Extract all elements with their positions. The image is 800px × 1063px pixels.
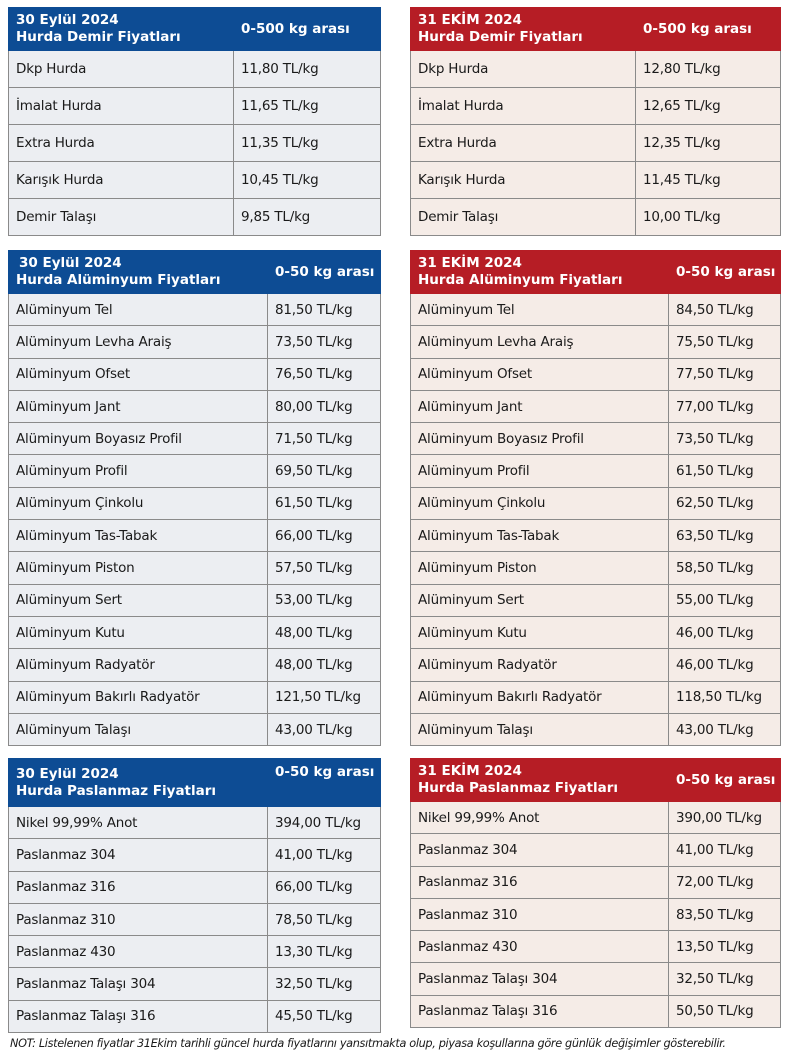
item-name: Alüminyum Piston xyxy=(9,552,268,584)
item-name: Alüminyum Piston xyxy=(411,552,669,584)
item-name: Paslanmaz 304 xyxy=(411,834,669,866)
table-title: Hurda Paslanmaz Fiyatları xyxy=(16,782,217,799)
table-row xyxy=(9,390,381,422)
table-header-row xyxy=(411,8,781,51)
item-price: 66,00 TL/kg xyxy=(268,520,381,552)
table-row xyxy=(411,963,781,995)
table-row xyxy=(411,390,781,422)
item-price: 55,00 TL/kg xyxy=(669,584,781,616)
item-price: 11,45 TL/kg xyxy=(636,162,781,199)
item-price: 77,00 TL/kg xyxy=(669,390,781,422)
footnote: NOT: Listelenen fiyatlar 31Ekim tarihli güncel hurda fiyatlarını yansıtmakta olup, piyasa koşullarına göre günlük değişimler gösterebilir. xyxy=(10,1037,726,1050)
item-price: 46,00 TL/kg xyxy=(669,649,781,681)
item-name: Alüminyum Talaşı xyxy=(9,713,268,745)
table-row xyxy=(9,968,381,1000)
item-name: Dkp Hurda xyxy=(411,51,636,88)
item-price: 76,50 TL/kg xyxy=(268,358,381,390)
aluminum-prices-table-october xyxy=(410,250,781,746)
table-row xyxy=(411,898,781,930)
table-row xyxy=(411,88,781,125)
item-price: 121,50 TL/kg xyxy=(268,681,381,713)
item-name: Alüminyum Tel xyxy=(411,294,669,326)
weight-range-header: 0-50 kg arası xyxy=(669,251,781,294)
item-name: Paslanmaz 304 xyxy=(9,839,268,871)
table-title-header xyxy=(411,759,669,802)
table-row xyxy=(411,199,781,236)
item-name: Alüminyum Ofset xyxy=(411,358,669,390)
item-name: Paslanmaz 430 xyxy=(411,931,669,963)
table-title: Hurda Alüminyum Fiyatları xyxy=(418,272,623,288)
table-row xyxy=(411,326,781,358)
weight-range-header: 0-50 kg arası xyxy=(268,251,381,294)
table-row xyxy=(9,936,381,968)
table-row xyxy=(411,552,781,584)
item-price: 48,00 TL/kg xyxy=(268,616,381,648)
table-row xyxy=(411,487,781,519)
item-name: Paslanmaz Talaşı 304 xyxy=(9,968,268,1000)
table-row xyxy=(9,51,381,88)
item-name: Paslanmaz 310 xyxy=(411,898,669,930)
item-price: 83,50 TL/kg xyxy=(669,898,781,930)
item-price: 394,00 TL/kg xyxy=(268,807,381,839)
item-name: Alüminyum Boyasız Profil xyxy=(411,423,669,455)
table-row xyxy=(411,162,781,199)
item-name: Alüminyum Çinkolu xyxy=(9,487,268,519)
item-name: Paslanmaz 316 xyxy=(411,866,669,898)
table-row xyxy=(411,931,781,963)
item-name: Paslanmaz Talaşı 316 xyxy=(411,995,669,1027)
item-price: 118,50 TL/kg xyxy=(669,681,781,713)
item-name: Alüminyum Tas-Tabak xyxy=(9,520,268,552)
table-row xyxy=(9,520,381,552)
item-price: 73,50 TL/kg xyxy=(268,326,381,358)
item-price: 84,50 TL/kg xyxy=(669,294,781,326)
table-title: Hurda Alüminyum Fiyatları xyxy=(16,272,221,288)
stainless-prices-table-september xyxy=(8,758,381,1033)
item-price: 66,00 TL/kg xyxy=(268,871,381,903)
item-name: Alüminyum Çinkolu xyxy=(411,487,669,519)
item-name: Demir Talaşı xyxy=(9,199,234,236)
table-row xyxy=(9,199,381,236)
item-name: Alüminyum Levha Araiş xyxy=(9,326,268,358)
table-row xyxy=(9,125,381,162)
item-price: 32,50 TL/kg xyxy=(669,963,781,995)
table-row xyxy=(411,713,781,745)
item-name: Alüminyum Bakırlı Radyatör xyxy=(9,681,268,713)
table-date: 30 Eylül 2024 xyxy=(16,12,119,28)
table-row xyxy=(9,552,381,584)
item-price: 11,35 TL/kg xyxy=(234,125,381,162)
table-row xyxy=(9,358,381,390)
item-price: 72,00 TL/kg xyxy=(669,866,781,898)
item-name: Alüminyum Levha Araiş xyxy=(411,326,669,358)
table-header-row xyxy=(9,759,381,807)
item-name: Alüminyum Radyatör xyxy=(411,649,669,681)
table-row xyxy=(9,584,381,616)
table-row xyxy=(9,88,381,125)
table-row xyxy=(411,423,781,455)
item-name: Alüminyum Boyasız Profil xyxy=(9,423,268,455)
item-price: 80,00 TL/kg xyxy=(268,390,381,422)
item-price: 43,00 TL/kg xyxy=(268,713,381,745)
item-price: 12,65 TL/kg xyxy=(636,88,781,125)
item-name: Nikel 99,99% Anot xyxy=(411,802,669,834)
item-name: Alüminyum Ofset xyxy=(9,358,268,390)
item-price: 75,50 TL/kg xyxy=(669,326,781,358)
table-row xyxy=(9,1000,381,1032)
table-row xyxy=(411,681,781,713)
item-price: 50,50 TL/kg xyxy=(669,995,781,1027)
table-row xyxy=(411,802,781,834)
item-price: 9,85 TL/kg xyxy=(234,199,381,236)
table-title-header xyxy=(411,251,669,294)
table-title-header xyxy=(9,251,268,294)
table-row xyxy=(9,616,381,648)
item-name: Alüminyum Profil xyxy=(411,455,669,487)
table-title: Hurda Demir Fiyatları xyxy=(418,29,583,45)
aluminum-prices-table-september xyxy=(8,250,381,746)
table-row xyxy=(411,51,781,88)
item-price: 13,50 TL/kg xyxy=(669,931,781,963)
item-price: 41,00 TL/kg xyxy=(669,834,781,866)
table-row xyxy=(411,125,781,162)
item-name: Alüminyum Radyatör xyxy=(9,649,268,681)
table-row xyxy=(411,866,781,898)
item-price: 12,80 TL/kg xyxy=(636,51,781,88)
item-name: Paslanmaz Talaşı 304 xyxy=(411,963,669,995)
table-header-row xyxy=(9,8,381,51)
table-row xyxy=(411,834,781,866)
item-price: 390,00 TL/kg xyxy=(669,802,781,834)
table-date: 31 EKİM 2024 xyxy=(418,255,522,271)
table-row xyxy=(9,326,381,358)
table-row xyxy=(9,649,381,681)
item-price: 61,50 TL/kg xyxy=(268,487,381,519)
item-price: 45,50 TL/kg xyxy=(268,1000,381,1032)
table-header-row xyxy=(9,251,381,294)
item-name: Paslanmaz 316 xyxy=(9,871,268,903)
item-price: 53,00 TL/kg xyxy=(268,584,381,616)
item-name: Karışık Hurda xyxy=(9,162,234,199)
item-price: 13,30 TL/kg xyxy=(268,936,381,968)
table-title-header xyxy=(9,759,268,807)
item-name: Alüminyum Sert xyxy=(9,584,268,616)
weight-range-header: 0-50 kg arası xyxy=(669,759,781,802)
item-name: Alüminyum Jant xyxy=(9,390,268,422)
item-price: 11,80 TL/kg xyxy=(234,51,381,88)
item-name: Paslanmaz Talaşı 316 xyxy=(9,1000,268,1032)
item-name: Demir Talaşı xyxy=(411,199,636,236)
item-price: 32,50 TL/kg xyxy=(268,968,381,1000)
item-name: İmalat Hurda xyxy=(411,88,636,125)
item-price: 78,50 TL/kg xyxy=(268,903,381,935)
table-row xyxy=(411,358,781,390)
iron-prices-table-october xyxy=(410,7,781,236)
table-row xyxy=(411,455,781,487)
item-price: 11,65 TL/kg xyxy=(234,88,381,125)
table-title: Hurda Paslanmaz Fiyatları xyxy=(418,780,619,796)
table-row xyxy=(411,520,781,552)
table-title: Hurda Demir Fiyatları xyxy=(16,29,181,45)
item-price: 81,50 TL/kg xyxy=(268,294,381,326)
weight-range-header: 0-500 kg arası xyxy=(234,8,381,51)
table-title-header xyxy=(9,8,234,51)
table-row xyxy=(411,584,781,616)
table-row xyxy=(9,807,381,839)
table-row xyxy=(9,294,381,326)
table-row xyxy=(9,681,381,713)
table-row xyxy=(9,423,381,455)
table-row xyxy=(411,294,781,326)
table-row xyxy=(9,713,381,745)
item-name: İmalat Hurda xyxy=(9,88,234,125)
item-name: Alüminyum Sert xyxy=(411,584,669,616)
item-price: 61,50 TL/kg xyxy=(669,455,781,487)
item-name: Alüminyum Talaşı xyxy=(411,713,669,745)
table-row xyxy=(411,995,781,1027)
table-date: 30 Eylül 2024 xyxy=(19,255,122,271)
item-name: Alüminyum Tas-Tabak xyxy=(411,520,669,552)
stainless-prices-table-october xyxy=(410,758,781,1028)
item-name: Alüminyum Bakırlı Radyatör xyxy=(411,681,669,713)
table-row xyxy=(411,649,781,681)
table-title-header xyxy=(411,8,636,51)
item-price: 43,00 TL/kg xyxy=(669,713,781,745)
item-name: Alüminyum Kutu xyxy=(9,616,268,648)
table-date: 30 Eylül 2024 xyxy=(16,765,119,782)
table-date: 31 EKİM 2024 xyxy=(418,12,522,28)
item-price: 71,50 TL/kg xyxy=(268,423,381,455)
item-price: 46,00 TL/kg xyxy=(669,616,781,648)
item-price: 73,50 TL/kg xyxy=(669,423,781,455)
item-name: Paslanmaz 430 xyxy=(9,936,268,968)
item-price: 62,50 TL/kg xyxy=(669,487,781,519)
item-name: Nikel 99,99% Anot xyxy=(9,807,268,839)
item-name: Extra Hurda xyxy=(9,125,234,162)
weight-range-header: 0-500 kg arası xyxy=(636,8,781,51)
table-row xyxy=(9,162,381,199)
item-name: Paslanmaz 310 xyxy=(9,903,268,935)
item-price: 77,50 TL/kg xyxy=(669,358,781,390)
item-price: 69,50 TL/kg xyxy=(268,455,381,487)
item-name: Extra Hurda xyxy=(411,125,636,162)
table-date: 31 EKİM 2024 xyxy=(418,763,522,779)
weight-range-header: 0-50 kg arası xyxy=(268,759,381,807)
item-price: 57,50 TL/kg xyxy=(268,552,381,584)
item-price: 10,00 TL/kg xyxy=(636,199,781,236)
item-name: Alüminyum Jant xyxy=(411,390,669,422)
item-name: Alüminyum Profil xyxy=(9,455,268,487)
table-header-row xyxy=(411,251,781,294)
item-price: 58,50 TL/kg xyxy=(669,552,781,584)
table-header-row xyxy=(411,759,781,802)
table-row xyxy=(9,871,381,903)
table-row xyxy=(9,903,381,935)
iron-prices-table-september xyxy=(8,7,381,236)
item-price: 63,50 TL/kg xyxy=(669,520,781,552)
table-row xyxy=(9,839,381,871)
item-name: Alüminyum Kutu xyxy=(411,616,669,648)
item-price: 10,45 TL/kg xyxy=(234,162,381,199)
item-price: 48,00 TL/kg xyxy=(268,649,381,681)
item-name: Dkp Hurda xyxy=(9,51,234,88)
table-row xyxy=(9,487,381,519)
item-name: Karışık Hurda xyxy=(411,162,636,199)
table-row xyxy=(9,455,381,487)
item-price: 41,00 TL/kg xyxy=(268,839,381,871)
table-row xyxy=(411,616,781,648)
item-name: Alüminyum Tel xyxy=(9,294,268,326)
item-price: 12,35 TL/kg xyxy=(636,125,781,162)
